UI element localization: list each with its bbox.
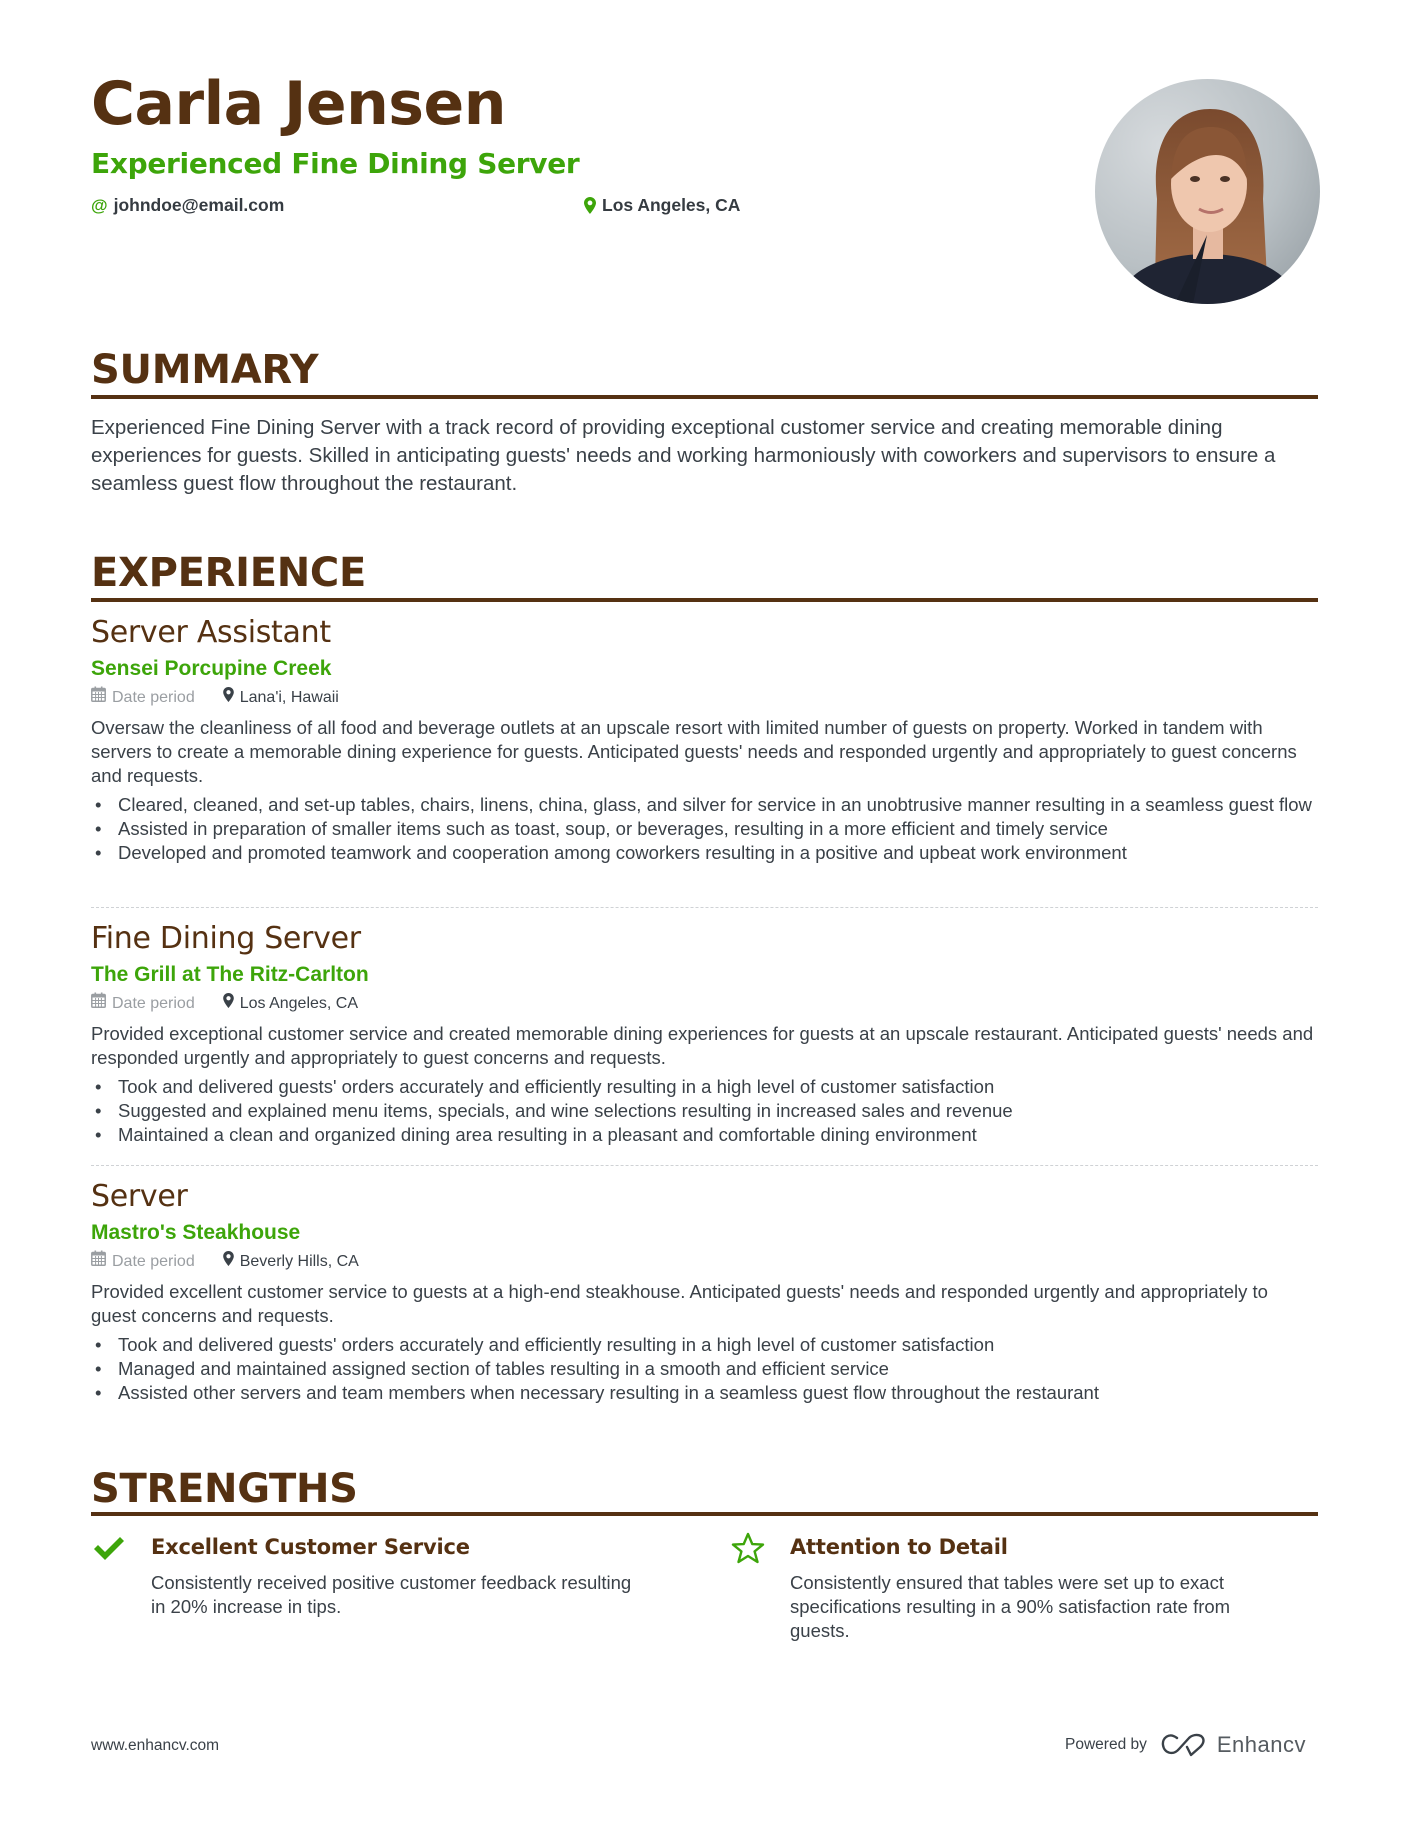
job-location-text: Los Angeles, CA: [239, 994, 359, 1012]
summary-text: Experienced Fine Dining Server with a track record of providing exceptional customer service and creating memorable dining experiences for guests. Skilled in anticipating guests' needs and working harmoniously with coworkers and supervisors to ensure a seamless guest flow throughout the restaurant.: [91, 416, 1276, 495]
contact-location: [584, 195, 740, 216]
calendar-icon: [91, 1250, 106, 1273]
strengths-heading: STRENGTHS: [91, 1466, 358, 1512]
at-icon: @: [91, 195, 108, 215]
job-date-text: Date period: [112, 994, 195, 1012]
star-icon: [730, 1531, 766, 1565]
candidate-headline: Experienced Fine Dining Server: [91, 147, 580, 180]
enhancv-logo: [1161, 1732, 1306, 1758]
job-bullet: • Assisted other servers and team members when necessary resulting in a seamless guest flow throughout the restaurant: [91, 1381, 1318, 1405]
job-title: Fine Dining Server: [91, 921, 361, 956]
job-meta: [91, 686, 1318, 709]
job-bullet: • Maintained a clean and organized dining area resulting in a pleasant and comfortable dining environment: [91, 1123, 1318, 1147]
footer-website-link[interactable]: www.enhancv.com: [91, 1737, 220, 1754]
job-bullet: • Developed and promoted teamwork and cooperation among coworkers resulting in a positive and upbeat work environment: [91, 841, 1318, 865]
job-bullets: [91, 793, 1318, 865]
company-name: Sensei Porcupine Creek: [91, 657, 332, 680]
job-bullet: • Took and delivered guests' orders accurately and efficiently resulting in a high level of customer satisfaction: [91, 1075, 1318, 1099]
strength-title: Excellent Customer Service: [151, 1535, 470, 1559]
job-location: [223, 687, 339, 709]
job-date: [91, 992, 195, 1015]
footer-branding[interactable]: [1065, 1732, 1306, 1758]
strength-description: Consistently received positive customer feedback resulting in 20% increase in tips.: [151, 1572, 632, 1617]
experience-entry: [91, 615, 1318, 865]
contact-email[interactable]: [91, 195, 284, 216]
candidate-name: Carla Jensen: [91, 69, 506, 139]
experience-heading: EXPERIENCE: [91, 550, 366, 596]
calendar-icon: [91, 686, 106, 709]
job-divider: [91, 1165, 1318, 1166]
company-name: Mastro's Steakhouse: [91, 1221, 301, 1244]
job-description: Provided exceptional customer service and created memorable dining experiences for guests at an upscale restaurant. Anticipated guests' needs and responded urgently and appropriately to guest concerns and requests.: [91, 1023, 1314, 1068]
enhancv-logo-icon: [1161, 1733, 1207, 1757]
map-pin-icon: [223, 687, 234, 709]
calendar-icon: [91, 992, 106, 1015]
job-title: Server Assistant: [91, 615, 331, 650]
experience-entry: [91, 921, 1318, 1147]
job-location: [223, 1251, 359, 1273]
job-divider: [91, 907, 1318, 908]
job-title: Server: [91, 1179, 188, 1214]
job-meta: [91, 992, 1318, 1015]
resume-page: [91, 0, 1318, 1826]
job-description: Oversaw the cleanliness of all food and beverage outlets at an upscale resort with limited number of guests on property. Worked in tandem with servers to create a memorable dining experience for guests. Anticipated guests' needs and responded urgently and appropriately to guest concerns and requests.: [91, 717, 1297, 786]
summary-rule: [91, 395, 1318, 399]
checkmark-icon: [91, 1531, 127, 1565]
job-bullet: • Assisted in preparation of smaller items such as toast, soup, or beverages, resulting in a more efficient and timely service: [91, 817, 1318, 841]
job-date: [91, 1250, 195, 1273]
job-description: Provided excellent customer service to guests at a high-end steakhouse. Anticipated guests' needs and responded urgently and appropriately to guest concerns and requests.: [91, 1281, 1268, 1326]
strengths-rule: [91, 1512, 1318, 1516]
experience-rule: [91, 598, 1318, 602]
job-bullet: • Managed and maintained assigned section of tables resulting in a smooth and efficient service: [91, 1357, 1318, 1381]
job-location-text: Lana'i, Hawaii: [239, 688, 339, 706]
job-location: [223, 993, 358, 1015]
location-text: Los Angeles, CA: [602, 195, 741, 215]
job-bullet: • Suggested and explained menu items, specials, and wine selections resulting in increased sales and revenue: [91, 1099, 1318, 1123]
company-name: The Grill at The Ritz-Carlton: [91, 963, 369, 986]
job-bullets: [91, 1075, 1318, 1147]
job-date: [91, 686, 195, 709]
job-meta: [91, 1250, 1318, 1273]
strength-title: Attention to Detail: [790, 1535, 1008, 1559]
job-date-text: Date period: [112, 1252, 195, 1270]
job-bullets: [91, 1333, 1318, 1405]
enhancv-wordmark: Enhancv: [1216, 1732, 1306, 1757]
summary-heading: SUMMARY: [91, 347, 319, 393]
job-date-text: Date period: [112, 688, 195, 706]
email-text: johndoe@email.com: [113, 195, 285, 215]
strength-description: Consistently ensured that tables were set up to exact specifications resulting in a 90% satisfaction rate from guests.: [790, 1572, 1231, 1641]
powered-by-label: Powered by: [1065, 1736, 1147, 1753]
job-location-text: Beverly Hills, CA: [239, 1252, 359, 1270]
profile-photo: [1095, 79, 1320, 304]
job-bullet: • Took and delivered guests' orders accurately and efficiently resulting in a high level of customer satisfaction: [91, 1333, 1318, 1357]
map-pin-icon: [223, 1251, 234, 1273]
map-pin-icon: [223, 993, 234, 1015]
experience-entry: [91, 1179, 1318, 1405]
map-pin-icon: [584, 197, 596, 214]
job-bullet: • Cleared, cleaned, and set-up tables, chairs, linens, china, glass, and silver for service in an unobtrusive manner resulting in a seamless guest flow: [91, 793, 1318, 817]
